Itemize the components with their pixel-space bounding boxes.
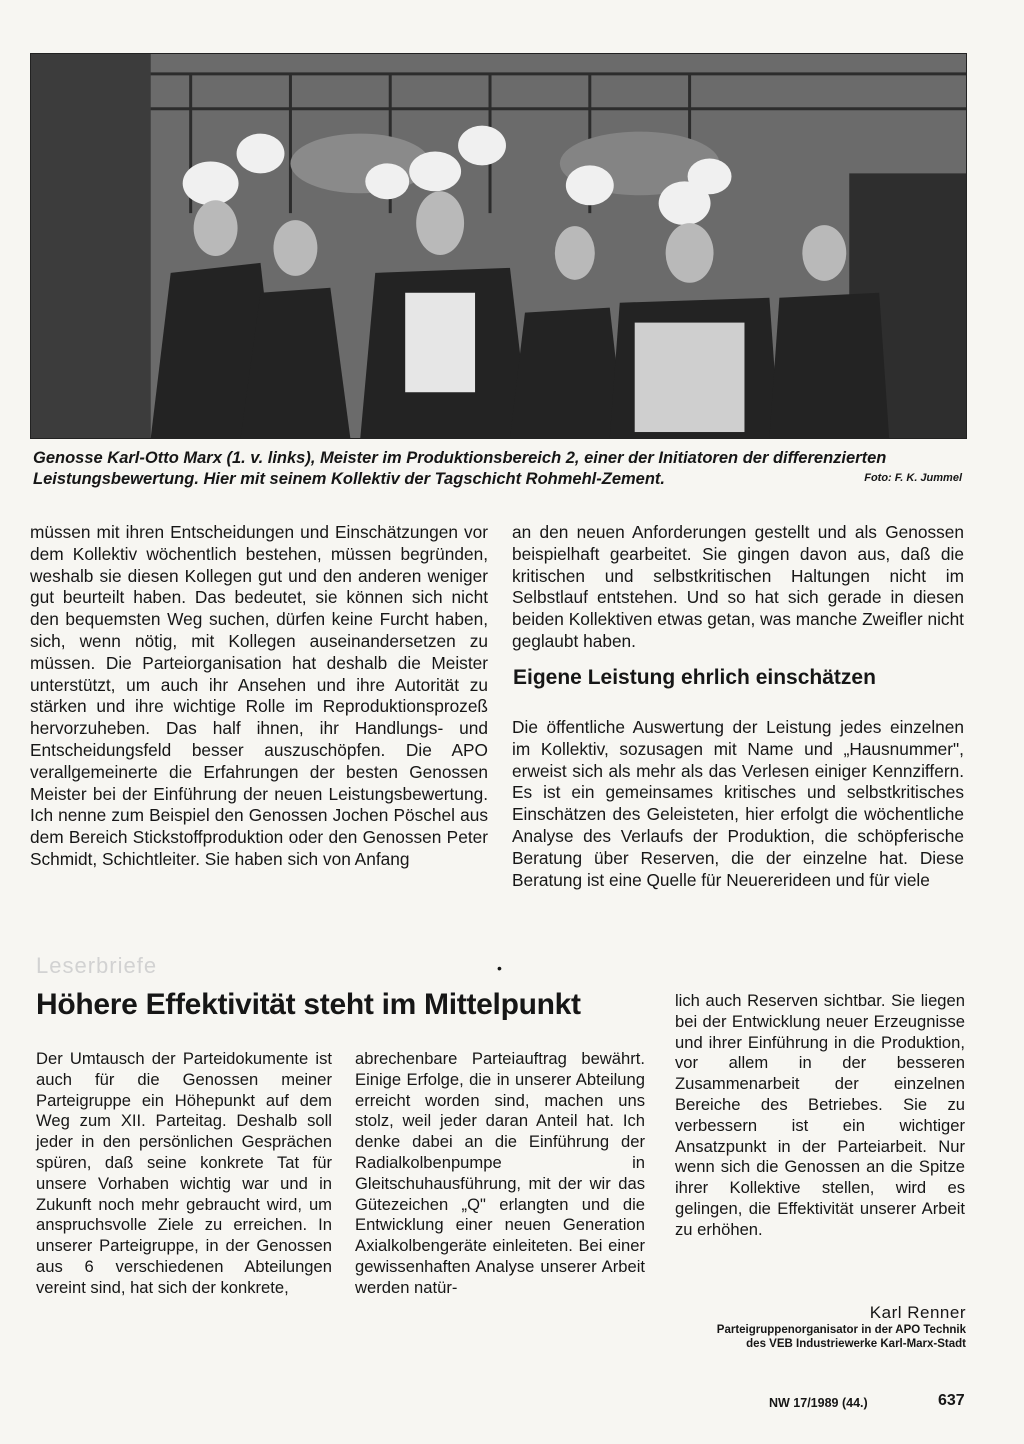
photo-credit: Foto: F. K. Jummel (864, 472, 962, 484)
article2-text-1: Der Umtausch der Parteidokumente ist auch für die Genossen meiner Parteigruppe ein Höhepunkt auf dem Weg zum XII. Parteitag. Deshalb soll jeder in den persönlichen Gesprächen spüren, daß seine konkrete Tat für unsere Vorhaben wichtig war und in Zukunft noch mehr gebraucht wird, um anspruchsvolle Ziele zu erreichen. In unserer Parteigruppe, in der Genossen aus 6 verschiedenen Abteilungen vereint sind, hat sich der konkrete, (36, 1049, 332, 1297)
divider-bullet: • (497, 960, 502, 976)
article1-subheading: Eigene Leistung ehrlich einschätzen (513, 666, 876, 689)
article2-column-2 (355, 1049, 645, 1299)
author-role: Parteigruppenorganisator in der APO Technik des VEB Industriewerke Karl-Marx-Stadt (716, 1324, 966, 1350)
group-photo (30, 53, 967, 439)
article1-column-1 (30, 522, 488, 871)
page-number: 637 (938, 1392, 965, 1409)
article2-column-1 (36, 1049, 332, 1299)
article1-text-2: an den neuen Anforderungen gestellt und als Genossen beispielhaft gearbeitet. Sie gingen davon aus, daß die kritischen und selbstkritischen Haltungen nicht im Selbstlauf entstehen. Und so hat sich gerade in diesen beiden Kollektiven etwas getan, was manche Zweifler nicht geglaubt haben. (512, 522, 964, 651)
photo-caption: Genosse Karl-Otto Marx (1. v. links), Meister im Produktionsbereich 2, einer der Initiatoren der differenzierten Leistungsbewertung. Hier mit seinem Kollektiv der Tagschicht Rohmehl-Zement. (33, 449, 887, 488)
author-name: Karl Renner (869, 1303, 966, 1322)
issue-number: NW 17/1989 (44.) (769, 1396, 868, 1410)
article1-column-2 (512, 522, 964, 653)
article1-text-1: müssen mit ihren Entscheidungen und Einschätzungen vor dem Kollektiv wöchentlich bestehen, müssen begründen, weshalb sie diesen Kollegen gut und den anderen weniger gut beurteilt haben. Das bedeutet, sie können sich nicht den bequemsten Weg suchen, dürfen keine Furcht haben, sich, wenn nötig, mit Kollegen auseinandersetzen zu müssen. Die Parteiorganisation hat deshalb die Meister unterstützt, um auch ihr Ansehen und ihre Autorität zu stärken und ihre wichtige Rolle im Reproduktionsprozeß hervorzuheben. Das half ihnen, ihr Handlungs- und Entscheidungsfeld besser auszuschöpfen. Die APO verallgemeinerte die Erfahrungen der besten Genossen Meister bei der Einführung der neuen Leistungsbewertung. Ich nenne zum Beispiel den Genossen Jochen Pöschel aus dem Bereich Stickstoffproduktion oder den Genossen Peter Schmidt, Schichtleiter. Sie haben sich von Anfang (30, 522, 488, 869)
article2-headline: Höhere Effektivität steht im Mittelpunkt (36, 988, 581, 1021)
section-label: Leserbriefe (36, 953, 158, 978)
article2-column-3 (675, 991, 965, 1241)
article2-text-2: abrechenbare Parteiauftrag bewährt. Einige Erfolge, die in unserer Abteilung erreicht worden sind, machen uns stolz, weil jeder daran Anteil hat. Ich denke dabei an die Einführung der Radialkolbenpumpe in Gleitschuhausführung, mit der wir das Gütezeichen „Q" erlangten und die Entwicklung einer neuen Generation Axialkolbengeräte einleiteten. Bei einer gewissenhaften Analyse unserer Arbeit werden natür- (355, 1049, 645, 1297)
article1-text-3: Die öffentliche Auswertung der Leistung jedes einzelnen im Kollektiv, sozusagen mit Name und „Hausnummer", erweist sich als mehr als das Verlesen einiger Kennziffern. Es ist ein gemeinsames kritisches und selbstkritisches Einschätzen des Geleisteten, hier erfolgt die wöchentliche Analyse des Verlaufs der Produktion, die schöpferische Beratung über Reserven, die der einzelne hat. Diese Beratung ist eine Quelle für Neuererideen und für viele (512, 717, 964, 890)
article2-text-3: lich auch Reserven sichtbar. Sie liegen bei der Entwicklung neuer Erzeugnisse und ihrer Einführung in die Produktion, vor allem in der besseren Zusammenarbeit der einzelnen Bereiche des Betriebes. Sie zu verbessern ist ein wichtiger Ansatzpunkt in der Parteiarbeit. Nur wenn sich die Genossen an die Spitze ihrer Kollektive stellen, wird es gelingen, die Effektivität unserer Arbeit zu erhöhen. (675, 991, 965, 1239)
article1-column-2b (512, 717, 964, 891)
